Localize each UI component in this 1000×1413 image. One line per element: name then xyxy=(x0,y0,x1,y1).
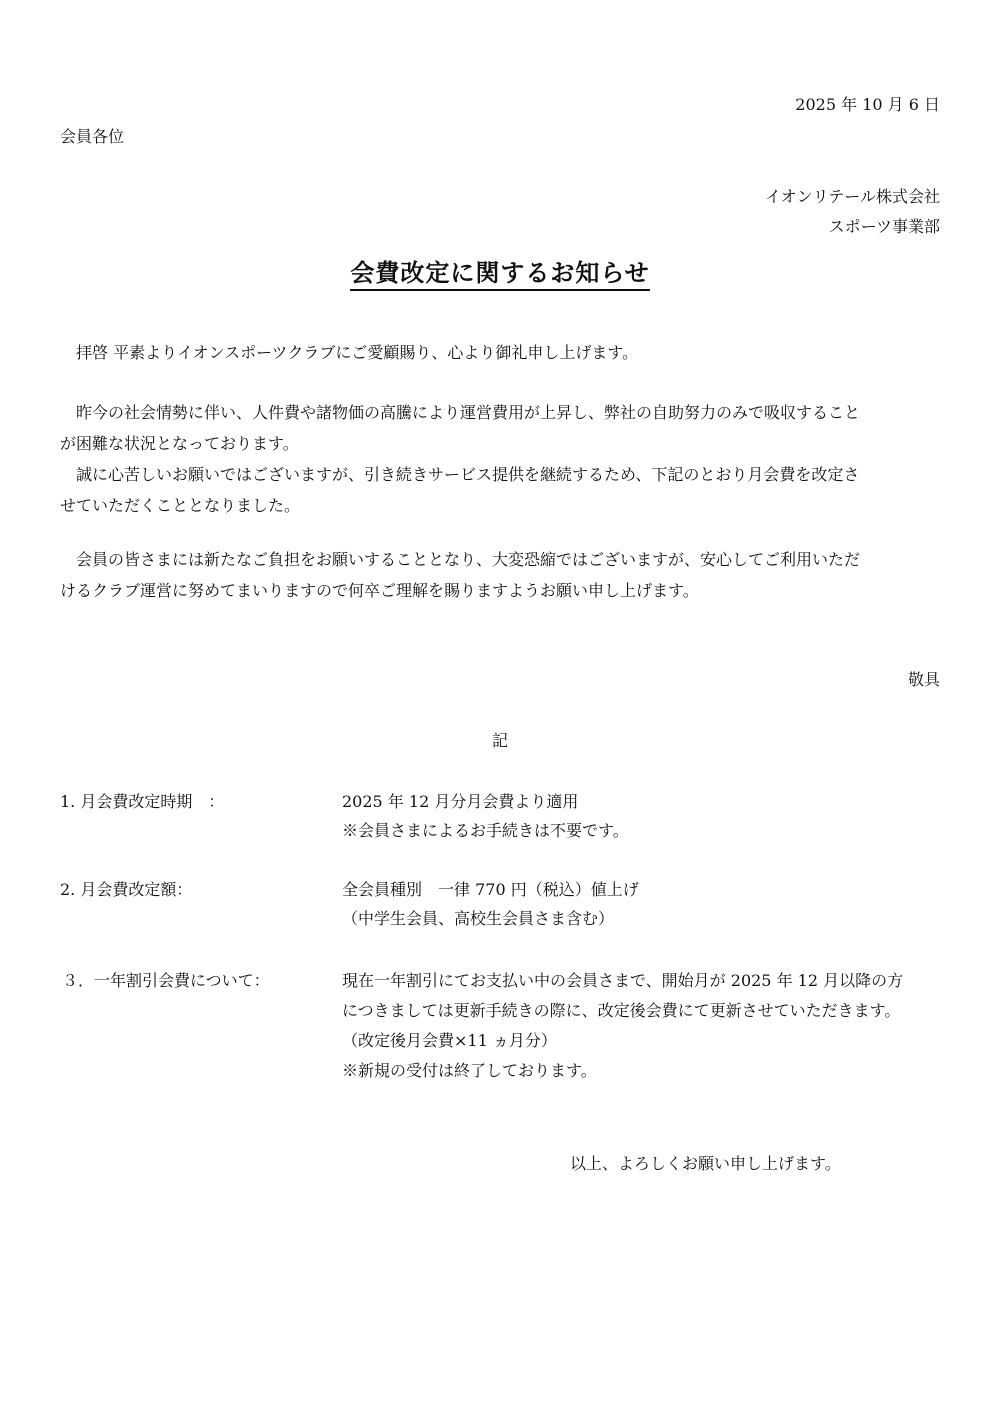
item-3-line-1: 現在一年割引にてお支払い中の会員さまで、開始月が 2025 年 12 月以降の方 xyxy=(342,971,904,990)
item-2-label: 2. 月会費改定額： xyxy=(60,880,193,899)
paragraph-1-line-1: 昨今の社会情勢に伴い、人件費や諸物価の高騰により運営費用が上昇し、弊社の自助努力のみで吸収すること xyxy=(76,403,861,422)
item-3-line-2: につきましては更新手続きの際に、改定後会費にて更新させていただきます。 xyxy=(342,1001,901,1020)
closing: 敬具 xyxy=(907,670,940,689)
paragraph-3 xyxy=(60,544,945,606)
paragraph-2-line-2: せていただくこととなりました。 xyxy=(60,496,301,515)
recipient: 会員各位 xyxy=(60,127,125,146)
item-3-label: ３．一年割引会費について： xyxy=(62,971,270,990)
date: 2025 年 10 月 6 日 xyxy=(795,95,940,114)
greeting: 拝啓 平素よりイオンスポーツクラブにご愛顧賜り、心より御礼申し上げます。 xyxy=(76,343,639,362)
ki-heading: 記 xyxy=(492,731,509,750)
paragraph-2-line-1: 誠に心苦しいお願いではございますが、引き続きサービス提供を継続するため、下記のとおり月会費を改定さ xyxy=(76,465,860,484)
item-2-line-1: 全会員種別 一律 770 円（税込）値上げ xyxy=(342,880,639,899)
sender-department: スポーツ事業部 xyxy=(828,217,940,236)
footer-closing: 以上、よろしくお願い申し上げます。 xyxy=(570,1154,841,1173)
document-title-wrap xyxy=(0,258,1000,288)
item-2-line-2: （中学生会員、高校生会員さま含む） xyxy=(342,909,615,928)
paragraph-3-line-2: けるクラブ運営に努めてまいりますので何卒ご理解を賜りますようお願い申し上げます。 xyxy=(60,581,699,600)
paragraph-1 xyxy=(60,397,945,521)
paragraph-3-line-1: 会員の皆さまには新たなご負担をお願いすることとなり、大変恐縮ではございますが、安心してご利用いただ xyxy=(76,550,861,569)
item-1-line-2: ※会員さまによるお手続きは不要です。 xyxy=(342,821,629,840)
item-1-label: 1. 月会費改定時期 ： xyxy=(60,792,225,811)
item-3-line-4: ※新規の受付は終了しております。 xyxy=(342,1061,597,1080)
sender-company: イオンリテール株式会社 xyxy=(765,187,940,206)
document-title: 会費改定に関するお知らせ xyxy=(350,258,649,291)
item-1-line-1: 2025 年 12 月分月会費より適用 xyxy=(342,792,579,811)
item-3-line-3: （改定後月会費×11 ヵ月分） xyxy=(342,1031,557,1050)
paragraph-1-line-2: が困難な状況となっております。 xyxy=(60,434,299,453)
